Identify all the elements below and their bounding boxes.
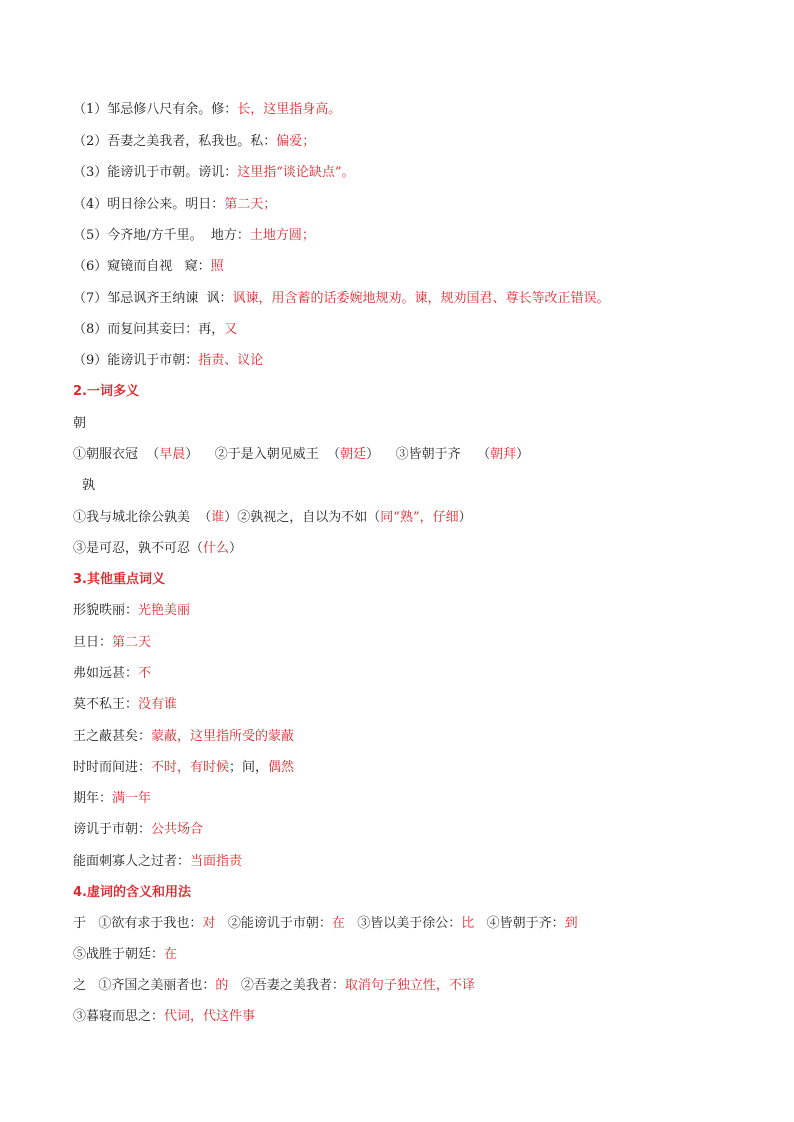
word-shu: 孰 [82,478,96,493]
item-question: 莫不私王： [73,697,139,712]
example-text: ） ③皆朝于齐 （ [366,447,491,462]
item-4 [73,195,754,215]
example-answer: 取消句子独立性，不译 [344,978,475,993]
item-answer: 公共场合 [151,822,204,837]
example-text: ②吾妻之美我者： [228,978,345,993]
example-text: ）②孰视之，自以为不如（ [224,510,381,525]
section-heading-function-words: 4.虚词的含义和用法 [73,885,191,900]
item-answer: 蒙蔽，这里指所受的蒙蔽 [151,729,295,744]
example-text: ①我与城北徐公孰美 （ [73,510,212,525]
example-answer: 的 [215,978,229,993]
item-question: （2）吾妻之美我者，私我也。私： [73,134,277,149]
word-chao: 朝 [73,416,87,431]
example-answer: 朝拜 [490,447,517,462]
item-answer: 又 [224,322,238,337]
example-text: ③暮寝而思之： [73,1009,165,1024]
function-word-zhi-1 [73,976,754,996]
function-word-zhi-2 [73,1007,754,1027]
word-shu-examples-2 [73,539,754,559]
item-6 [73,257,754,277]
item-8 [73,320,754,340]
item-answer: 这里指“谈论缺点”。 [237,165,355,180]
example-text: ） [229,541,243,556]
item-3 [73,163,754,183]
item-question: （3）能谤讥于市朝。谤讥： [73,165,238,180]
key-word-item [73,820,754,840]
item-question: （7）邹忌讽齐王纳谏 讽： [73,291,233,306]
example-text: ） [516,447,530,462]
key-word-item [73,664,754,684]
item-question: （4）明日徐公来。明日： [73,197,225,212]
key-word-item [73,601,754,621]
word-shu-examples-1 [73,508,754,528]
example-text: ④皆朝于齐： [474,916,565,931]
example-answer: 在 [164,947,178,962]
item-answer: 第二天 [112,635,152,650]
example-answer: 早晨 [159,447,186,462]
item-question: （5）今齐地/方千里。 地方： [73,228,250,243]
example-answer: 到 [564,916,578,931]
key-word-item [73,695,754,715]
key-word-item [73,758,754,778]
example-text: ①朝服衣冠 （ [73,447,160,462]
item-question: 形貌昳丽： [73,603,139,618]
word-chao-examples [73,445,754,465]
item-answer: 没有谁 [138,697,178,712]
example-text: ③皆以美于徐公： [344,916,462,931]
item-answer: 指责、议论 [198,353,264,368]
key-word-item [73,633,754,653]
item-answer: 照 [210,259,224,274]
item-question: （6）窥镜而自视 窥： [73,259,211,274]
item-answer: 不 [138,666,152,681]
example-answer: 比 [461,916,475,931]
item-question: 谤讥于市朝： [73,822,152,837]
item-2 [73,132,754,152]
item-answer: 光艳美丽 [138,603,191,618]
item-question: 期年： [73,791,113,806]
item-answer: 满一年 [112,791,152,806]
item-answer: 长，这里指身高。 [237,102,342,117]
item-answer: 讽谏，用含蓄的话委婉地规劝。谏，规劝国君、尊长等改正错误。 [232,291,610,306]
item-question: 时时而间进： [73,760,152,775]
example-answer: 同“熟”，仔细 [380,510,459,525]
section-heading-polysemy: 2.一词多义 [73,384,139,399]
item-1 [73,100,754,120]
example-answer: 朝廷 [340,447,367,462]
function-word-yu-1 [73,914,754,934]
example-answer: 什么 [203,541,230,556]
item-answer: 偶然 [268,760,295,775]
item-question: 旦日： [73,635,113,650]
item-answer: 偏爱； [276,134,316,149]
item-question: （1）邹忌修八尺有余。修： [73,102,238,117]
example-text: ） ②于是入朝见威王 （ [185,447,341,462]
item-question: ；间， [229,760,269,775]
item-question: （8）而复问其妾曰：再， [73,322,225,337]
item-answer: 第二天； [224,197,277,212]
example-text: ②能谤讥于市朝： [215,916,332,931]
section-heading-key-words: 3.其他重点词义 [73,572,165,587]
example-answer: 在 [331,916,345,931]
item-question: 能面刺寡人之过者： [73,854,191,869]
example-text: 之 ①齐国之美丽者也： [73,978,216,993]
item-question: 王之蔽甚矣： [73,729,152,744]
example-answer: 谁 [211,510,225,525]
key-word-item [73,727,754,747]
function-word-yu-2 [73,945,754,965]
key-word-item [73,789,754,809]
item-answer: 不时，有时候 [151,760,230,775]
item-answer: 当面指责 [190,854,243,869]
item-question: （9）能谤讥于市朝： [73,353,199,368]
item-5 [73,226,754,246]
example-answer: 代词，代这件事 [164,1009,256,1024]
key-word-item [73,852,754,872]
item-7 [73,289,754,309]
example-text: 于 ①欲有求于我也： [73,916,203,931]
example-text: ⑤战胜于朝廷： [73,947,165,962]
item-9 [73,351,754,371]
item-answer: 土地方圆； [249,228,315,243]
example-text: ） [458,510,472,525]
example-answer: 对 [202,916,216,931]
example-text: ③是可忍，孰不可忍（ [73,541,204,556]
item-question: 弗如远甚： [73,666,139,681]
